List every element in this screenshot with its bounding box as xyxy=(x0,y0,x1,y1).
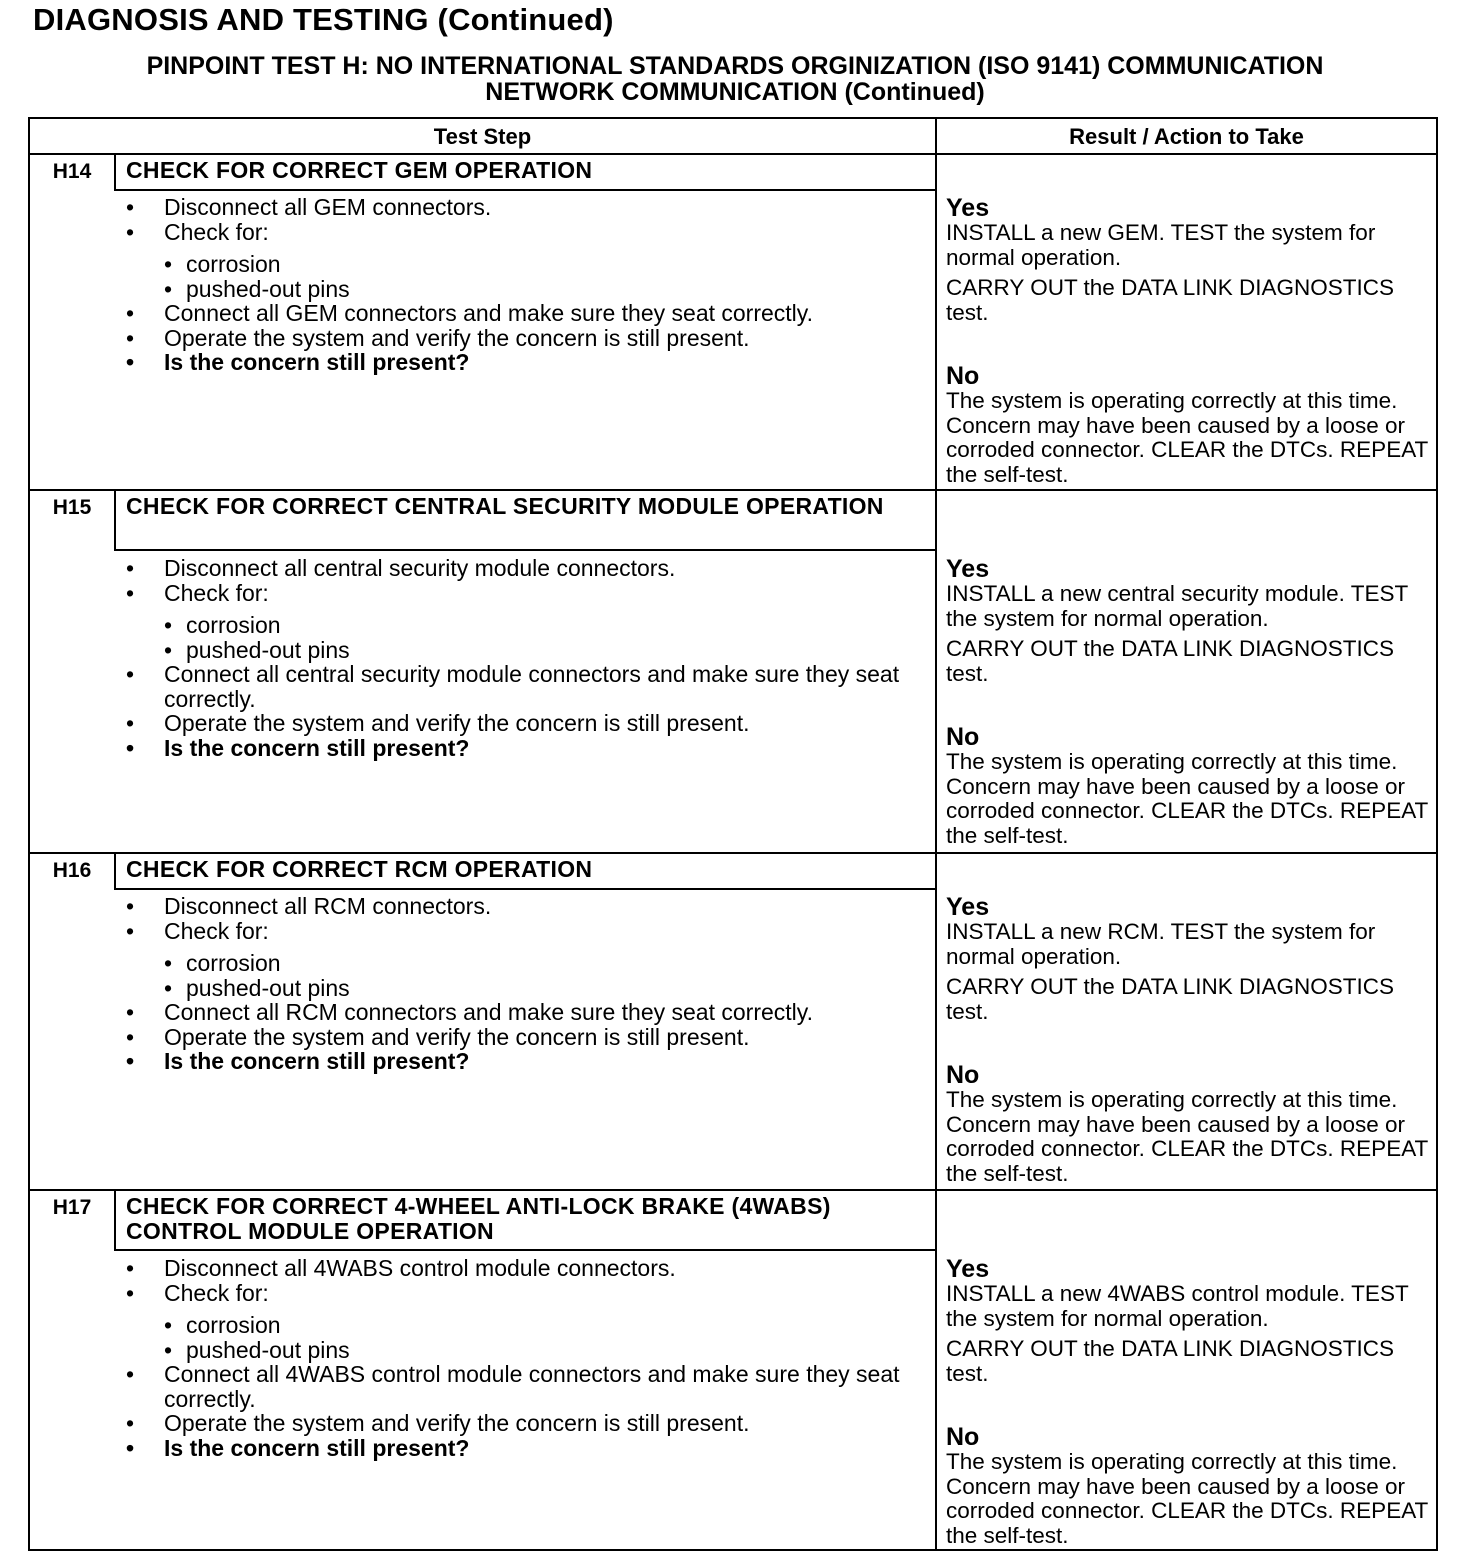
no-action: The system is operating correctly at this time. Concern may have been caused by a loose or corroded connector. CLEAR the DTCs. REPEAT the self-test. xyxy=(946,1449,1428,1548)
list-item: • Connect all GEM connectors and make sure they seat correctly. xyxy=(126,300,813,326)
id-divider xyxy=(114,155,116,191)
yes-label: Yes xyxy=(946,555,990,583)
list-item: • Operate the system and verify the concern is still present. xyxy=(126,1023,750,1050)
column-header-test-step: Test Step xyxy=(433,124,532,149)
step-id: H14 xyxy=(52,160,92,183)
no-action: The system is operating correctly at this time. Concern may have been caused by a loose or corroded connector. CLEAR the DTCs. REPEAT the self-test. xyxy=(946,1087,1428,1186)
list-item: • Operate the system and verify the concern is still present. xyxy=(126,324,750,351)
step-row-h14 xyxy=(30,155,1436,489)
list-item: • Check for: • corrosion • pushed-out pins xyxy=(122,1281,922,1363)
list-item: • pushed-out pins xyxy=(164,636,350,663)
check-for-list xyxy=(164,252,922,301)
question-item: • Is the concern still present? xyxy=(126,1434,470,1461)
id-divider xyxy=(114,854,116,890)
list-item: • Disconnect all 4WABS control module connectors. xyxy=(126,1255,676,1281)
list-item: • corrosion xyxy=(164,950,281,976)
yes-action: INSTALL a new GEM. TEST the system for normal operation. xyxy=(946,220,1376,270)
yes-action-2: CARRY OUT the DATA LINK DIAGNOSTICS test. xyxy=(946,636,1395,686)
yes-action: INSTALL a new central security module. TEST the system for normal operation. xyxy=(946,581,1408,631)
yes-action: INSTALL a new RCM. TEST the system for normal operation. xyxy=(946,919,1376,969)
step-instructions xyxy=(122,556,922,760)
yes-action: INSTALL a new 4WABS control module. TEST the system for normal operation. xyxy=(946,1281,1409,1331)
result-action xyxy=(946,195,1436,487)
check-for-list xyxy=(164,613,922,662)
no-action: The system is operating correctly at this time. Concern may have been caused by a loose or corroded connector. CLEAR the DTCs. REPEAT the self-test. xyxy=(946,749,1428,848)
step-id: H16 xyxy=(52,859,92,882)
title-divider xyxy=(114,549,936,551)
step-title: CHECK FOR CORRECT CENTRAL SECURITY MODULE OPERATION xyxy=(126,493,884,519)
step-id: H17 xyxy=(52,1196,92,1219)
test-table xyxy=(28,117,1438,1551)
step-title: CHECK FOR CORRECT GEM OPERATION xyxy=(126,157,593,183)
list-item: • Check for: • corrosion • pushed-out pins xyxy=(122,919,922,1001)
list-item: • pushed-out pins xyxy=(164,974,350,1001)
yes-action-2: CARRY OUT the DATA LINK DIAGNOSTICS test. xyxy=(946,275,1395,325)
no-label: No xyxy=(946,1423,980,1451)
pinpoint-test-title xyxy=(30,53,1440,105)
column-header-result: Result / Action to Take xyxy=(1069,124,1304,149)
yes-label: Yes xyxy=(946,1255,990,1283)
list-item: • Disconnect all GEM connectors. xyxy=(126,194,492,220)
step-title: CHECK FOR CORRECT 4-WHEEL ANTI-LOCK BRAKE (4WABS) CONTROL MODULE OPERATION xyxy=(126,1193,831,1244)
list-item: • Connect all central security module connectors and make sure they seat correctly. xyxy=(126,661,900,712)
no-label: No xyxy=(946,723,980,751)
question-item: • Is the concern still present? xyxy=(126,1048,470,1074)
no-label: No xyxy=(946,362,980,390)
list-item: • Connect all 4WABS control module connectors and make sure they seat correctly. xyxy=(126,1361,900,1412)
list-item: • Disconnect all RCM connectors. xyxy=(126,893,492,919)
list-item: • corrosion xyxy=(164,251,281,277)
list-item: • Operate the system and verify the concern is still present. xyxy=(126,710,750,736)
question-item: • Is the concern still present? xyxy=(126,734,470,761)
list-item: • corrosion xyxy=(164,612,281,638)
step-row-h15 xyxy=(30,491,1436,852)
title-divider xyxy=(114,888,936,890)
page-title: DIAGNOSIS AND TESTING (Continued) xyxy=(33,2,614,37)
list-item: • Check for: • corrosion • pushed-out pins xyxy=(122,581,922,663)
list-item: • Connect all RCM connectors and make sure they seat correctly. xyxy=(126,999,813,1025)
id-divider xyxy=(114,1191,116,1251)
id-divider xyxy=(114,491,116,551)
question-item: • Is the concern still present? xyxy=(126,349,470,375)
yes-action-2: CARRY OUT the DATA LINK DIAGNOSTICS test. xyxy=(946,974,1395,1024)
list-item: • pushed-out pins xyxy=(164,1336,350,1363)
no-action: The system is operating correctly at this time. Concern may have been caused by a loose or corroded connector. CLEAR the DTCs. REPEAT the self-test. xyxy=(946,388,1428,487)
title-divider xyxy=(114,189,936,191)
step-row-h16 xyxy=(30,854,1436,1189)
no-label: No xyxy=(946,1061,980,1089)
yes-label: Yes xyxy=(946,893,990,921)
list-item: • corrosion xyxy=(164,1312,281,1338)
result-action xyxy=(946,556,1436,848)
subtitle-line-2: NETWORK COMMUNICATION (Continued) xyxy=(485,78,985,106)
list-item: • Operate the system and verify the concern is still present. xyxy=(126,1410,750,1436)
step-id: H15 xyxy=(52,496,92,519)
check-for-list xyxy=(164,951,922,1000)
list-item: • Disconnect all central security module connectors. xyxy=(126,555,676,581)
step-instructions xyxy=(122,195,922,375)
check-for-list xyxy=(164,1313,922,1362)
step-instructions xyxy=(122,894,922,1074)
step-row-h17 xyxy=(30,1191,1436,1549)
yes-label: Yes xyxy=(946,194,990,222)
list-item: • Check for: • corrosion • pushed-out pins xyxy=(122,220,922,302)
yes-action-2: CARRY OUT the DATA LINK DIAGNOSTICS test. xyxy=(946,1336,1395,1386)
title-divider xyxy=(114,1249,936,1251)
result-action xyxy=(946,1256,1436,1548)
subtitle-line-1: PINPOINT TEST H: NO INTERNATIONAL STANDARDS ORGINIZATION (ISO 9141) COMMUNICATION xyxy=(146,52,1324,80)
result-action xyxy=(946,894,1436,1186)
list-item: • pushed-out pins xyxy=(164,275,350,302)
step-instructions xyxy=(122,1256,922,1460)
step-title: CHECK FOR CORRECT RCM OPERATION xyxy=(126,856,593,882)
